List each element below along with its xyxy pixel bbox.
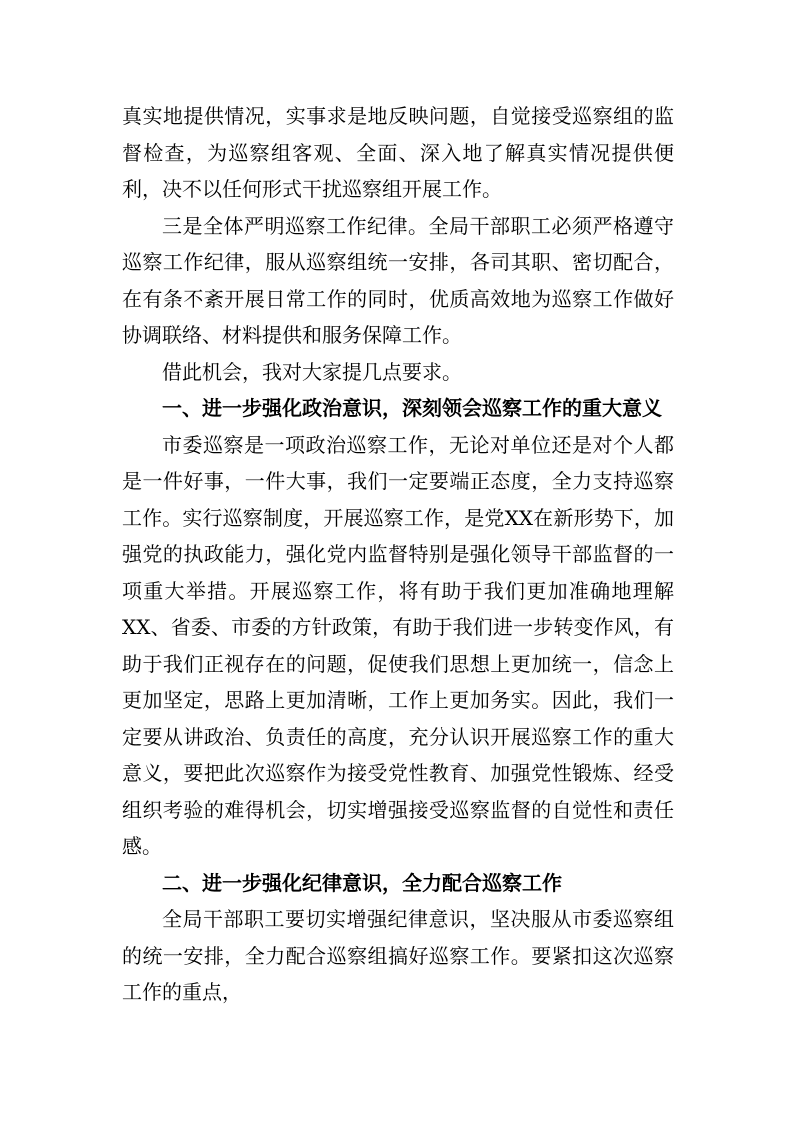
section-heading-1: 一、进一步强化政治意识，深刻领会巡察工作的重大意义	[162, 396, 662, 420]
document-page	[122, 98, 674, 1011]
paragraph-discipline: 三是全体严明巡察工作纪律。全局干部职工必须严格遵守巡察工作纪律，服从巡察组统一安排，各司其职、密切配合，在有条不紊开展日常工作的同时，优质高效地为巡察工作做好协调联络、材料提供和服务保障工作。	[122, 213, 674, 347]
paragraph-continuation: 真实地提供情况，实事求是地反映问题，自觉接受巡察组的监督检查，为巡察组客观、全面、深入地了解真实情况提供便利，决不以任何形式干扰巡察组开展工作。	[122, 104, 674, 201]
paragraph-requirements-intro: 借此机会，我对大家提几点要求。	[162, 359, 462, 384]
paragraph-political-awareness: 市委巡察是一项政治巡察工作，无论对单位还是对个人都是一件好事，一件大事，我们一定要端正态度，全力支持巡察工作。实行巡察制度，开展巡察工作，是党XX在新形势下，加强党的执政能力，强化党内监督特别是强化领导干部监督的一项重大举措。开展巡察工作，将有助于我们更加准确地理解XX、省委、市委的方针政策，有助于我们进一步转变作风，有助于我们正视存在的问题，促使我们思想上更加统一，信念上更加坚定，思路上更加清晰，工作上更加务实。因此，我们一定要从讲政治、负责任的高度，充分认识开展巡察工作的重大意义，要把此次巡察作为接受党性教育、加强党性锻炼、经受组织考验的难得机会，切实增强接受巡察监督的自觉性和责任感。	[122, 432, 674, 858]
section-heading-2: 二、进一步强化纪律意识，全力配合巡察工作	[162, 870, 562, 895]
paragraph-discipline-awareness: 全局干部职工要切实增强纪律意识，坚决服从市委巡察组的统一安排，全力配合巡察组搞好巡察工作。要紧扣这次巡察工作的重点，	[122, 907, 674, 1004]
